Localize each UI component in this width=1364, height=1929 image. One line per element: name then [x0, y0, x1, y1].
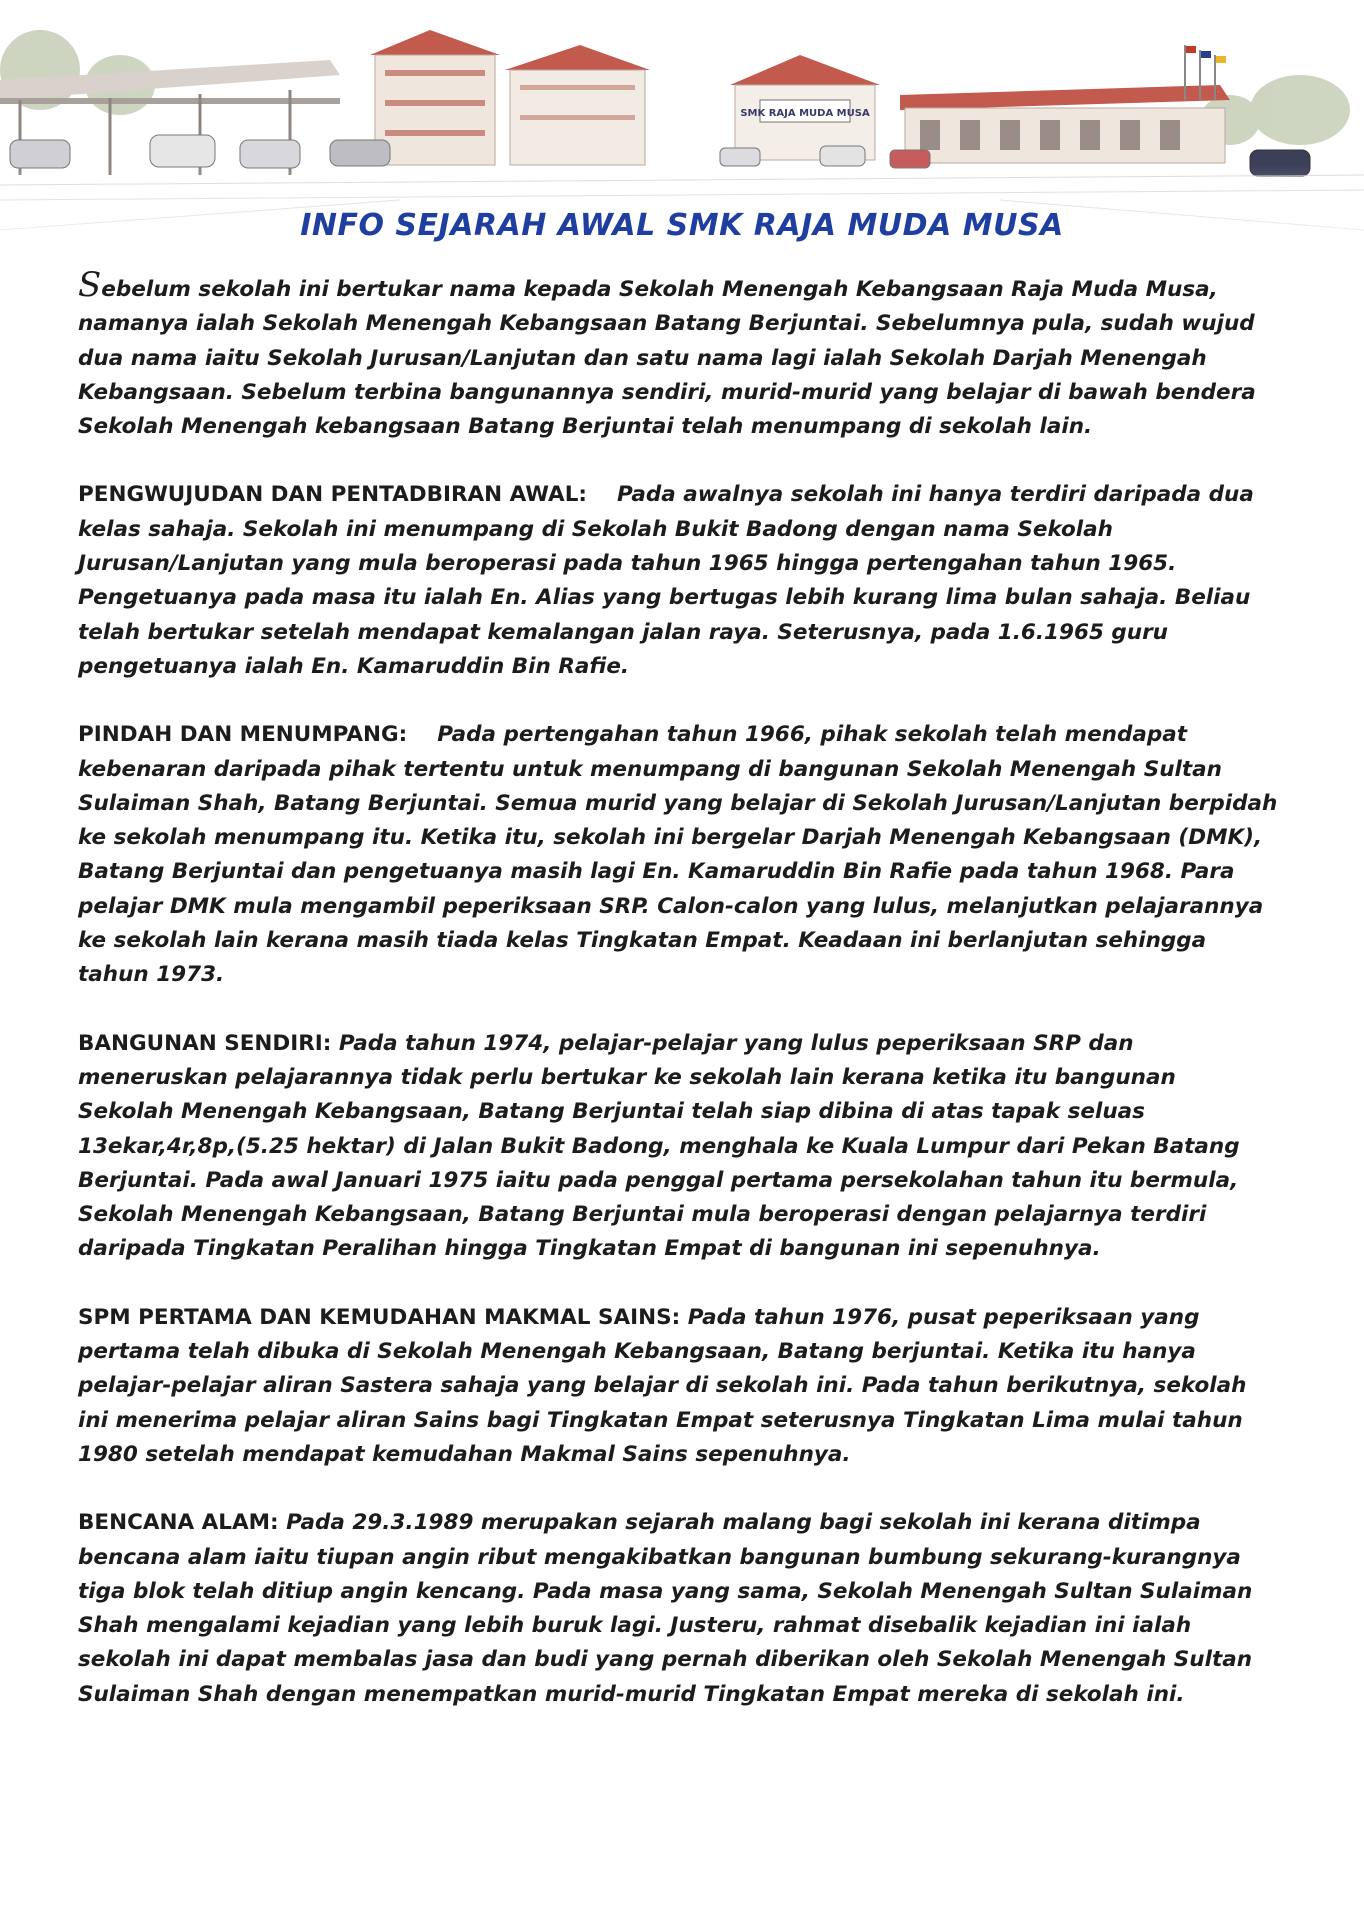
- section-text: Pada pertengahan tahun 1966, pihak sekolah telah mendapat kebenaran daripada pihak tertentu untuk menumpang di bangunan Sekolah Menengah Sultan Sulaiman Shah, Batang Berjuntai. Semua murid yang belajar di Sekolah Jurusan/Lanjutan berpidah ke sekolah menumpang itu. Ketika itu, sekolah ini bergelar Darjah Menengah Kebangsaan (DMK), Batang Berjuntai dan pengetuanya masih lagi En. Kamaruddin Bin Rafie pada tahun 1968. Para pelajar DMK mula mengambil peperiksaan SRP. Calon-calon yang lulus, melanjutkan pelajarannya ke sekolah lain kerana masih tiada kelas Tingkatan Empat. Keadaan ini berlanjutan sehingga tahun 1973.: [78, 722, 1278, 988]
- section-heading: SPM PERTAMA DAN KEMUDAHAN MAKMAL SAINS:: [78, 1304, 681, 1330]
- section-bangunan: [78, 1027, 1278, 1267]
- section-heading: BANGUNAN SENDIRI:: [78, 1030, 332, 1056]
- section-pindah: [78, 718, 1278, 992]
- section-heading: PINDAH DAN MENUMPANG:: [78, 722, 408, 748]
- intro-paragraph: [78, 265, 1278, 444]
- intro-text: ebelum sekolah ini bertukar nama kepada Sekolah Menengah Kebangsaan Raja Muda Musa, namanya ialah Sekolah Menengah Kebangsaan Batang Berjuntai. Sebelumnya pula, sudah wujud dua nama iaitu Sekolah Jurusan/Lanjutan dan satu nama lagi ialah Sekolah Darjah Menengah Kebangsaan. Sebelum terbina bangunannya sendiri, murid-murid yang belajar di bawah bendera Sekolah Menengah kebangsaan Batang Berjuntai telah menumpang di sekolah lain.: [78, 277, 1256, 440]
- section-text: Pada 29.3.1989 merupakan sejarah malang bagi sekolah ini kerana ditimpa bencana alam iaitu tiupan angin ribut mengakibatkan bangunan bumbung sekurang-kurangnya tiga blok telah ditiup angin kencang. Pada masa yang sama, Sekolah Menengah Sultan Sulaiman Shah mengalami kejadian yang lebih buruk lagi. Justeru, rahmat disebalik kejadian ini ialah sekolah ini dapat membalas jasa dan budi yang pernah diberikan oleh Sekolah Menengah Sultan Sulaiman Shah dengan menempatkan murid-murid Tingkatan Empat mereka di sekolah ini.: [78, 1510, 1253, 1707]
- page-title: INFO SEJARAH AWAL SMK RAJA MUDA MUSA: [300, 208, 1064, 243]
- section-heading: BENCANA ALAM:: [78, 1510, 279, 1536]
- section-heading: PENGWUJUDAN DAN PENTADBIRAN AWAL:: [78, 482, 587, 508]
- section-text: Pada tahun 1976, pusat peperiksaan yang pertama telah dibuka di Sekolah Menengah Kebangsaan, Batang berjuntai. Ketika itu hanya pelajar-pelajar aliran Sastera sahaja yang belajar di sekolah ini. Pada tahun berikutnya, sekolah ini menerima pelajar aliran Sains bagi Tingkatan Empat seterusnya Tingkatan Lima mulai tahun 1980 setelah mendapat kemudahan Makmal Sains sepenuhnya.: [78, 1304, 1247, 1467]
- article-body: [78, 265, 1278, 1712]
- section-spm: [78, 1301, 1278, 1472]
- section-text: Pada tahun 1974, pelajar-pelajar yang lulus peperiksaan SRP dan meneruskan pelajarannya tidak perlu bertukar ke sekolah lain kerana ketika itu bangunan Sekolah Menengah Kebangsaan, Batang Berjuntai telah siap dibina di atas tapak seluas 13ekar,4r,8p,(5.25 hektar) di Jalan Bukit Badong, menghala ke Kuala Lumpur dari Pekan Batang Berjuntai. Pada awal Januari 1975 iaitu pada penggal pertama persekolahan tahun itu bermula, Sekolah Menengah Kebangsaan, Batang Berjuntai mula beroperasi dengan pelajarnya terdiri daripada Tingkatan Peralihan hingga Tingkatan Empat di bangunan ini sepenuhnya.: [78, 1030, 1240, 1262]
- section-pengwujudan: [78, 478, 1278, 684]
- section-text: Pada awalnya sekolah ini hanya terdiri daripada dua kelas sahaja. Sekolah ini menumpang di Sekolah Bukit Badong dengan nama Sekolah Jurusan/Lanjutan yang mula beroperasi pada tahun 1965 hingga pertengahan tahun 1965. Pengetuanya pada masa itu ialah En. Alias yang bertugas lebih kurang lima bulan sahaja. Beliau telah bertukar setelah mendapat kemalangan jalan raya. Seterusnya, pada 1.6.1965 guru pengetuanya ialah En. Kamaruddin Bin Rafie.: [78, 482, 1254, 679]
- section-bencana: [78, 1506, 1278, 1712]
- drop-cap: S: [78, 265, 102, 305]
- school-banner-illustration: [0, 0, 1364, 300]
